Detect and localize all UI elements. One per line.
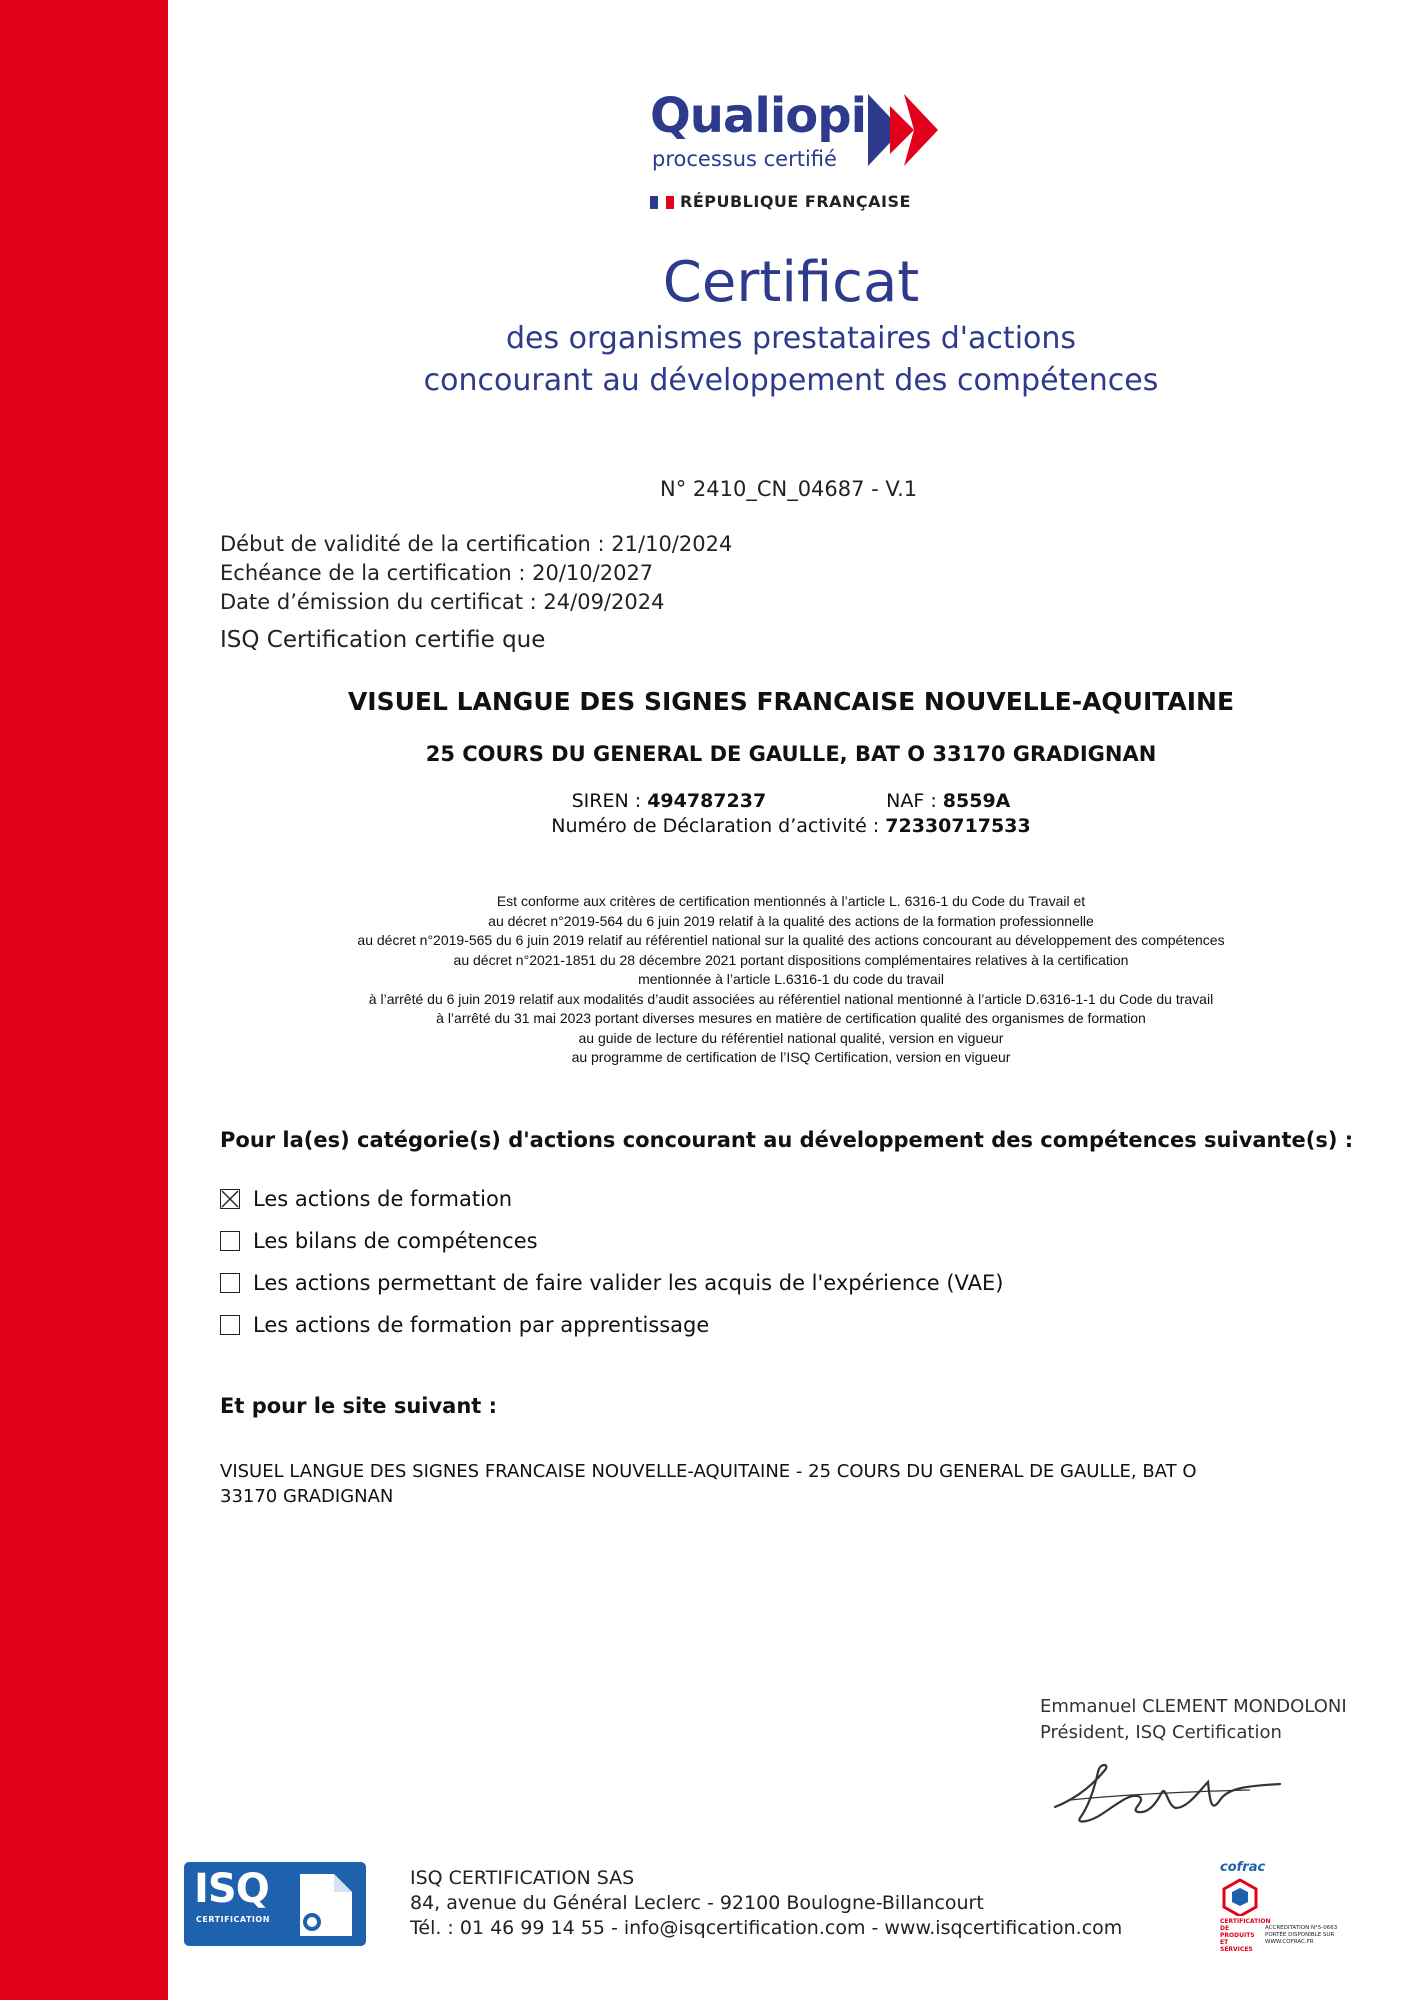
categories-heading: Pour la(es) catégorie(s) d'actions concourant au développement des compétences suivante(s) :: [220, 1128, 1354, 1152]
organization-name: VISUEL LANGUE DES SIGNES FRANCAISE NOUVELLE-AQUITAINE: [347, 687, 1235, 716]
checkbox-empty-icon: [220, 1273, 240, 1293]
checkbox-empty-icon: [220, 1231, 240, 1251]
handwritten-signature: [1050, 1752, 1290, 1832]
isq-certifies-statement: ISQ Certification certifie que: [220, 627, 546, 653]
signatory-role: Président, ISQ Certification: [1040, 1722, 1282, 1743]
certificate-subtitle: des organismes prestataires d'actions concourant au développement des compétences: [423, 321, 1159, 398]
cofrac-logo-text: cofrac: [1220, 1860, 1266, 1875]
red-side-band: [0, 0, 168, 2000]
site-address: VISUEL LANGUE DES SIGNES FRANCAISE NOUVELLE-AQUITAINE - 25 COURS DU GENERAL DE GAULLE, BAT O 33170 GRADIGNAN: [220, 1461, 1197, 1507]
isq-logo-subtext: CERTIFICATION: [196, 1915, 270, 1924]
footer-contact: [410, 1866, 1122, 1941]
checkbox-checked-icon: [220, 1189, 240, 1209]
certificate-number: N° 2410_CN_04687 - V.1: [660, 477, 918, 501]
expiry-date: Echéance de la certification : 20/10/2027: [220, 561, 654, 585]
qualiopi-arrows-icon: [868, 94, 938, 166]
marianne-flag-icon: [650, 196, 674, 209]
organization-address: 25 COURS DU GENERAL DE GAULLE, BAT O 33170 GRADIGNAN: [425, 742, 1157, 766]
issue-date: Date d’émission du certificat : 24/09/2024: [220, 590, 665, 614]
isq-logo-text: ISQ: [194, 1866, 269, 1912]
cofrac-emblem-icon: [1222, 1878, 1258, 1916]
siren-value: 494787237: [647, 790, 767, 812]
certificate-title: Certificat: [662, 250, 920, 315]
qualiopi-logo-text: Qualiopi: [650, 88, 867, 144]
category-item: Les actions de formation par apprentissage: [220, 1304, 1003, 1346]
qualiopi-processus: processus certifié: [652, 147, 837, 171]
category-item: Les bilans de compétences: [220, 1220, 1003, 1262]
conformity-text: Est conforme aux critères de certification mentionnés à l’article L. 6316-1 du Code du Travail et au décret n°2019-564 du 6 juin 2019 relatif à la qualité des actions de la formation professionnelle au décret n°2019-565 du 6 juin 2019 relatif au référentiel national sur la qualité des actions concourant au développement des compétences au décret n°2021-1851 du 28 décembre 2021 portant dispositions complémentaires relatives à la certification mentionnée à l’article L.6316-1 du code du travail à l’arrêté du 6 juin 2019 relatif aux modalités d’audit associées au référentiel national mentionné à l’article D.6316-1-1 du Code du travail à l’arrêté du 31 mai 2023 portant diverses mesures en matière de certification qualité des organismes de formation au guide de lecture du référentiel national qualité, version en vigueur au programme de certification de l’ISQ Certification, version en vigueur: [357, 893, 1225, 1065]
category-item: Les actions de formation: [220, 1178, 1003, 1220]
signatory: [1040, 1694, 1347, 1746]
validity-dates: [220, 530, 732, 617]
categories-list: [220, 1178, 1003, 1346]
declaration-line: Numéro de Déclaration d’activité : 72330717533: [551, 815, 1031, 837]
footer-company: ISQ CERTIFICATION SAS: [410, 1867, 635, 1889]
cofrac-accreditation-label: ACCREDITATION N°5-0663 PORTÉE DISPONIBLE SUR WWW.COFRAC.FR: [1265, 1925, 1338, 1945]
siren-naf-line: SIREN : 494787237 NAF : 8559A: [571, 790, 1011, 812]
declaration-value: 72330717533: [885, 815, 1031, 837]
site-heading: Et pour le site suivant :: [220, 1394, 498, 1418]
certificate-document-icon: [294, 1870, 358, 1940]
naf-value: 8559A: [942, 790, 1011, 812]
start-date: Début de validité de la certification : 21/10/2024: [220, 532, 733, 556]
footer-contact-line: Tél. : 01 46 99 14 55 - info@isqcertification.com - www.isqcertification.com: [410, 1917, 1123, 1939]
category-item: Les actions permettant de faire valider les acquis de l'expérience (VAE): [220, 1262, 1003, 1304]
republique-francaise-mark: RÉPUBLIQUE FRANÇAISE: [650, 192, 911, 211]
cofrac-certification-label: CERTIFICATION DE PRODUITS ET SERVICES: [1220, 1918, 1271, 1953]
footer-address: 84, avenue du Général Leclerc - 92100 Boulogne-Billancourt: [410, 1892, 984, 1914]
signatory-name: Emmanuel CLEMENT MONDOLONI: [1040, 1696, 1347, 1717]
checkbox-empty-icon: [220, 1315, 240, 1335]
